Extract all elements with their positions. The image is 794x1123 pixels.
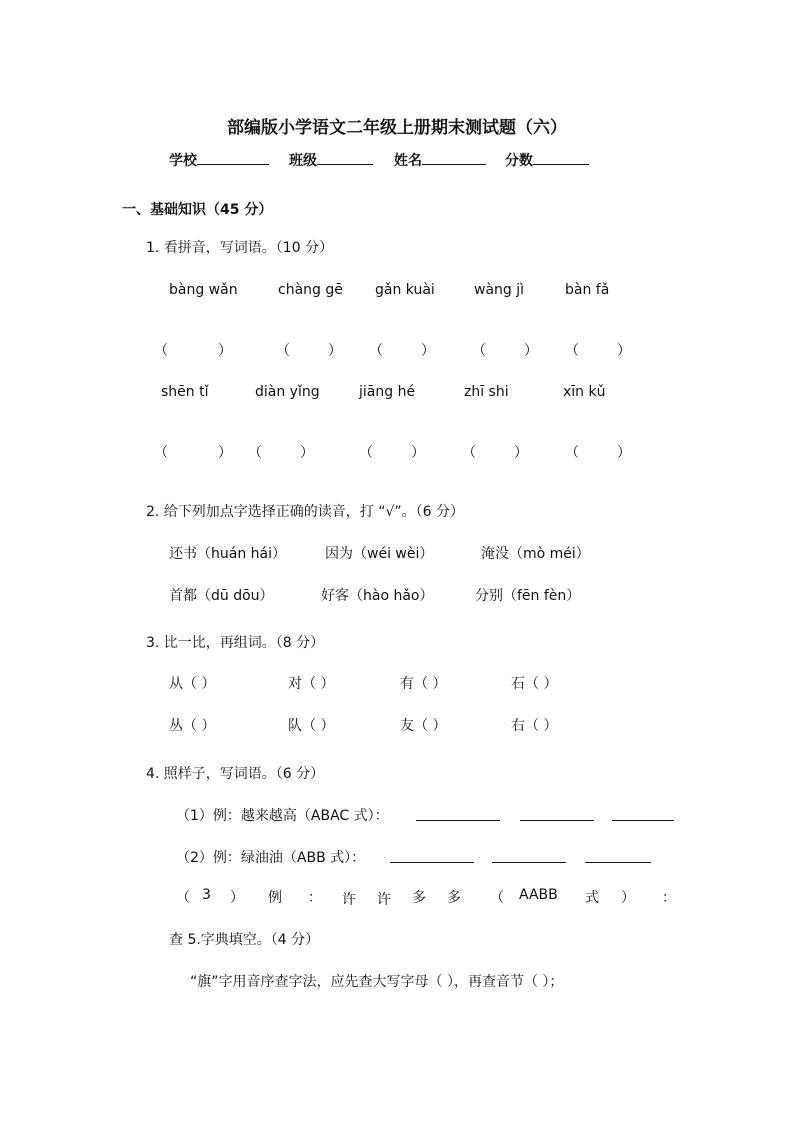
answer-box-10[interactable]: （ ） [565,445,631,461]
answer-box-3[interactable]: （ ） [369,343,435,359]
q3-item-2[interactable]: 对（ ） [288,676,335,692]
q1-title: 1. 看拼音，写词语。（10 分） [146,240,334,256]
q2-item-3[interactable]: 淹没（mò méi） [481,546,590,562]
school-label: 学校 [169,153,197,169]
q4-example-2: （2）例：绿油油（ABB 式）： [176,850,366,866]
answer-box-5[interactable]: （ ） [565,343,631,359]
info-school [169,150,269,170]
school-blank[interactable] [197,150,269,165]
pinyin-6: shēn tǐ [161,384,209,400]
q4-blank-3[interactable] [612,808,674,821]
q2-item-5[interactable]: 好客（hào hǎo） [321,588,434,604]
q2-item-1[interactable]: 还书（huán hái） [169,546,286,562]
name-label: 姓名 [394,153,422,169]
q4-example-3-p13: ） [621,890,635,906]
class-label: 班级 [289,153,317,169]
q3-title: 3. 比一比，再组词。（8 分） [146,635,325,651]
info-class [289,150,373,170]
q2-item-2[interactable]: 因为（wéi wèi） [325,546,434,562]
q3-item-8[interactable]: 右（ ） [511,718,558,734]
q4-example-3-p14: ： [662,890,676,906]
answer-box-2[interactable]: （ ） [276,343,342,359]
q3-item-4[interactable]: 石（ ） [511,676,558,692]
q4-example-3-p4: 例 [268,890,282,906]
q2-title: 2. 给下列加点字选择正确的读音，打 “√”。（6 分） [146,504,465,520]
q4-example-3-p2: 3 [202,887,211,903]
pinyin-5: bàn fǎ [565,282,610,298]
q4-title: 4. 照样子，写词语。（6 分） [146,766,325,782]
q4-example-3-p12: 式 [585,890,599,906]
info-score [505,150,589,170]
q4-example-3-p8: 多 [412,890,426,906]
q4-blank-1[interactable] [416,808,500,821]
pinyin-4: wàng jì [474,282,525,298]
q5-text: “旗”字用音序查字法，应先查大写字母（ ），再查音节（ ）； [190,974,564,990]
page-title: 部编版小学语文二年级上册期末测试题（六） [227,118,567,138]
section-heading: 一、基础知识（45 分） [122,202,273,218]
q4-example-3-p3: ） [230,890,244,906]
pinyin-7: diàn yǐng [255,384,320,400]
q4-example-3-p5: ： [308,890,322,906]
answer-box-4[interactable]: （ ） [472,343,538,359]
q4-blank-5[interactable] [492,850,566,863]
score-label: 分数 [505,153,533,169]
q4-example-3-p11: AABB [519,887,558,903]
q4-example-3-p10: （ [490,890,504,906]
pinyin-2: chàng gē [278,282,343,298]
q4-blank-4[interactable] [390,850,474,863]
q4-example-3-p6: 许 [342,892,356,908]
q4-blank-6[interactable] [585,850,651,863]
q2-item-4[interactable]: 首都（dū dōu） [169,588,274,604]
q3-item-3[interactable]: 有（ ） [400,676,447,692]
q3-item-1[interactable]: 从（ ） [169,676,216,692]
q3-item-6[interactable]: 队（ ） [288,718,335,734]
q3-item-7[interactable]: 友（ ） [400,718,447,734]
class-blank[interactable] [317,150,373,165]
q4-example-3-p7: 许 [377,892,391,908]
q3-item-5[interactable]: 丛（ ） [169,718,216,734]
q4-blank-2[interactable] [520,808,594,821]
answer-box-1[interactable]: （ ） [154,343,232,359]
pinyin-8: jiāng hé [359,384,416,400]
answer-box-9[interactable]: （ ） [462,445,528,461]
info-name [394,150,486,170]
score-blank[interactable] [533,150,589,165]
q4-example-3-p9: 多 [447,890,461,906]
name-blank[interactable] [422,150,486,165]
answer-box-7[interactable]: （ ） [248,445,314,461]
pinyin-9: zhī shi [464,384,509,400]
q4-example-3-p1: （ [176,890,190,906]
answer-box-8[interactable]: （ ） [359,445,425,461]
pinyin-10: xīn kǔ [563,384,606,400]
q4-example-1: （1）例：越来越高（ABAC 式）： [176,808,389,824]
pinyin-1: bàng wǎn [169,282,238,298]
q5-title: 查 5.字典填空。（4 分） [169,932,320,948]
q2-item-6[interactable]: 分别（fēn fèn） [475,588,581,604]
pinyin-3: gǎn kuài [375,282,435,298]
answer-box-6[interactable]: （ ） [154,445,232,461]
